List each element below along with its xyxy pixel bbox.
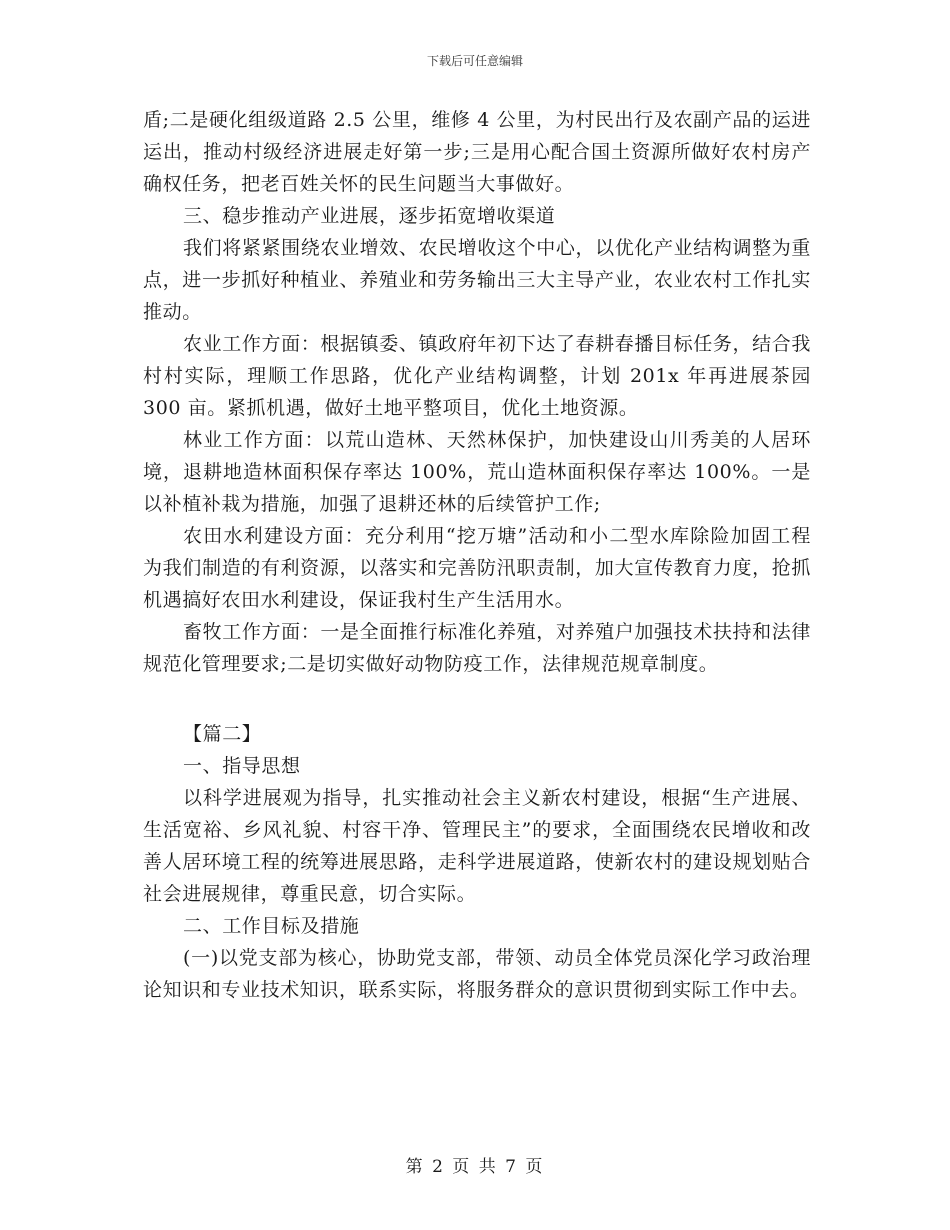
- section-spacer: [143, 680, 811, 718]
- paragraph-agriculture: 农业工作方面：根据镇委、镇政府年初下达了春耕春播目标任务，结合我村村实际，理顺工作思路，优化产业结构调整，计划 201x 年再进展茶园 300 亩。紧抓机遇，做好土地平整项目，优化土地资源。: [143, 333, 811, 419]
- paragraph-livestock: 畜牧工作方面：一是全面推行标准化养殖，对养殖户加强技术扶持和法律规范化管理要求;二是切实做好动物防疫工作，法律规范规章制度。: [143, 621, 811, 675]
- section-heading-guiding-thought: 一、指导思想: [183, 755, 301, 777]
- section-heading-goals: 二、工作目标及措施: [183, 915, 360, 937]
- page-header: 下载后可任意编辑: [426, 54, 523, 68]
- section-title-part-two: 【篇二】: [183, 723, 262, 745]
- paragraph-forestry: 林业工作方面：以荒山造林、天然林保护，加快建设山川秀美的人居环境，退耕地造林面积保存率达 100%，荒山造林面积保存率达 100%。一是以补植补栽为措施，加强了退耕还林的后续管护工作;: [143, 429, 811, 515]
- paragraph-guiding-thought: 以科学进展观为指导，扎实推动社会主义新农村建设，根据“生产进展、生活宽裕、乡风礼貌、村容干净、管理民主”的要求，全面围绕农民增收和改善人居环境工程的统筹进展思路，走科学进展道路，使新农村的建设规划贴合社会进展规律，尊重民意，切合实际。: [143, 787, 811, 905]
- paragraph-industry-intro: 我们将紧紧围绕农业增效、农民增收这个中心，以优化产业结构调整为重点，进一步抓好种植业、养殖业和劳务输出三大主导产业，农业农村工作扎实推动。: [143, 237, 811, 323]
- document-body: [143, 104, 811, 1006]
- paragraph-water-conservancy: 农田水利建设方面：充分利用“挖万塘”活动和小二型水库除险加固工程为我们制造的有利资源，以落实和完善防汛职责制，加大宣传教育力度，抢抓机遇搞好农田水利建设，保证我村生产生活用水。: [143, 525, 811, 611]
- paragraph-goal-one: (一)以党支部为核心，协助党支部，带领、动员全体党员深化学习政治理论知识和专业技术知识，联系实际，将服务群众的意识贯彻到实际工作中去。: [143, 947, 811, 1001]
- paragraph-continuation: 盾;二是硬化组级道路 2.5 公里，维修 4 公里，为村民出行及农副产品的运进运出，推动村级经济进展走好第一步;三是用心配合国土资源所做好农村房产确权任务，把老百姓关怀的民生问题当大事做好。: [143, 109, 811, 195]
- section-heading-industry: 三、稳步推动产业进展，逐步拓宽增收渠道: [183, 205, 556, 227]
- page-number: 第 2 页 共 7 页: [405, 1157, 545, 1177]
